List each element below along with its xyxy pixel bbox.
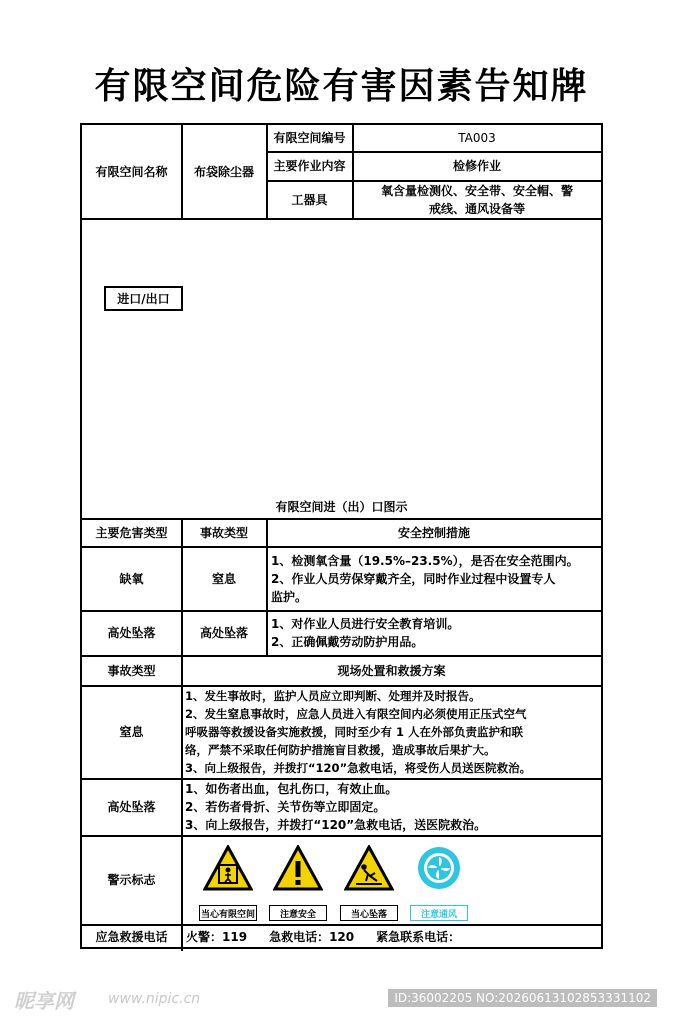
hazard-type-header: 主要危害类型 [95,525,168,540]
rescue-plan [185,779,601,835]
tools-line: 戒线、通风设备等 [428,201,525,216]
sign-label: 注意安全 [269,905,327,921]
warning-label: 警示标志 [107,873,156,887]
rescue-type-header: 事故类型 [107,663,156,678]
code-value: TA003 [458,131,496,145]
plan-line: 2、若伤者骨折、关节伤等立即固定。 [185,800,386,814]
accident-type: 窒息 [211,571,236,586]
accident-type: 高处坠落 [199,626,248,640]
control-measures [271,611,599,655]
ventilation-icon [414,845,464,895]
rescue-type: 高处坠落 [107,800,156,814]
tools-label: 工器具 [291,192,328,207]
diagram-caption: 有限空间进（出）口图示 [275,500,408,514]
space-name-value: 布袋除尘器 [193,164,254,179]
warning-sign [199,843,257,923]
plan-line: 1、如伤者出血，包扎伤口，有效止血。 [185,782,398,796]
work-label: 主要作业内容 [273,159,346,173]
confined-space-warning-icon [203,845,253,891]
hazard-type: 缺氧 [119,571,144,586]
watermark-id: ID:36002205 NO:20260613102853331102 [388,989,657,1007]
general-caution-icon [273,845,323,891]
emergency-phones [186,925,601,949]
plan-line: 络，严禁不采取任何防护措施盲目救援，造成事故后果扩大。 [185,743,496,757]
plan-line: 呼吸器等救援设备实施救援，同时至少有 1 人在外部负责监护和联 [185,725,524,739]
tools-value [353,181,601,218]
page-title: 有限空间危险有害因素告知牌 [94,66,589,107]
notice-board [80,123,603,949]
fall-hazard-icon [344,845,394,891]
sign-label: 当心坠落 [340,905,398,921]
control-measures-header: 安全控制措施 [397,525,470,540]
watermark-url: www.nipic.cn [108,991,201,1007]
accident-type-header: 事故类型 [199,525,248,540]
emergency-label: 应急救援电话 [95,930,168,944]
measure-line: 2、正确佩戴劳动防护用品。 [271,635,424,649]
code-label: 有限空间编号 [273,131,346,145]
warning-sign [269,843,327,923]
hazard-type: 高处坠落 [107,626,156,640]
work-value: 检修作业 [452,159,501,173]
entry-exit-box: 进口/出口 [104,286,183,311]
space-name-label: 有限空间名称 [95,164,168,179]
plan-line: 3、向上级报告，并拨打“120”急救电话，将受伤人员送医院救治。 [185,761,532,775]
rescue-plan-header: 现场处置和救援方案 [337,663,446,678]
measure-line: 监护。 [271,589,308,604]
warning-sign [340,843,398,923]
rescue-type: 窒息 [119,725,144,739]
fire-phone: 火警：119 [186,930,248,944]
measure-line: 1、对作业人员进行安全教育培训。 [271,617,460,631]
ambulance-phone: 急救电话：120 [269,930,355,944]
rescue-plan [185,686,601,778]
control-measures [271,547,599,610]
plan-line: 3、向上级报告，并拨打“120”急救电话，送医院救治。 [185,818,487,832]
warning-sign [410,843,468,923]
measure-line: 2、作业人员劳保穿戴齐全，同时作业过程中设置专人 [271,571,556,586]
sign-label: 当心有限空间 [199,905,257,921]
measure-line: 1、检测氧含量（19.5%–23.5%），是否在安全范围内。 [271,553,579,568]
plan-line: 2、发生窒息事故时，应急人员进入有限空间内必须使用正压式空气 [185,707,527,721]
plan-line: 1、发生事故时，监护人员应立即判断、处理并及时报告。 [185,689,481,703]
sign-label: 注意通风 [410,905,468,921]
watermark-logo: 昵享网 [14,989,74,1013]
contact-phone: 紧急联系电话： [376,930,461,944]
tools-line: 氧含量检测仪、安全带、安全帽、警 [380,183,573,198]
